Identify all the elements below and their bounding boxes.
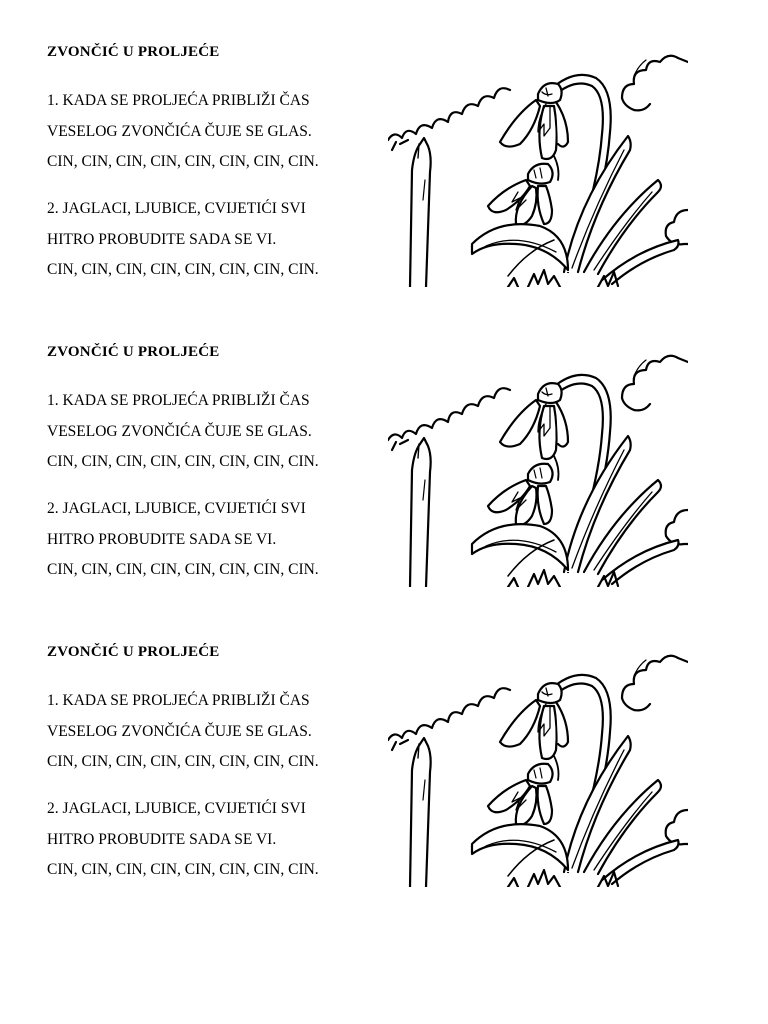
song-block-3: [0, 600, 768, 900]
verse-1-line-1: 1. KADA SE PROLJEĆA PRIBLIŽI ČAS: [47, 92, 310, 109]
song-block-2: [0, 300, 768, 600]
song-title: ZVONČIĆ U PROLJEĆE: [47, 44, 220, 60]
snowdrop-illustration: [388, 340, 688, 587]
verse-2-line-2: HITRO PROBUDITE SADA SE VI.: [47, 531, 277, 548]
verse-2-refrain: CIN, CIN, CIN, CIN, CIN, CIN, CIN, CIN.: [47, 561, 319, 578]
song-title: ZVONČIĆ U PROLJEĆE: [47, 644, 220, 660]
verse-1-line-1: 1. KADA SE PROLJEĆA PRIBLIŽI ČAS: [47, 392, 310, 409]
verse-2-line-1: 2. JAGLACI, LJUBICE, CVIJETIĆI SVI: [47, 800, 306, 817]
song-title: ZVONČIĆ U PROLJEĆE: [47, 344, 220, 360]
verse-2-line-1: 2. JAGLACI, LJUBICE, CVIJETIĆI SVI: [47, 500, 306, 517]
snowdrop-illustration: [388, 40, 688, 287]
verse-2-line-2: HITRO PROBUDITE SADA SE VI.: [47, 831, 277, 848]
song-block-1: [0, 0, 768, 300]
verse-1-refrain: CIN, CIN, CIN, CIN, CIN, CIN, CIN, CIN.: [47, 153, 319, 170]
verse-1-line-2: VESELOG ZVONČIĆA ČUJE SE GLAS.: [47, 123, 312, 140]
verse-1-refrain: CIN, CIN, CIN, CIN, CIN, CIN, CIN, CIN.: [47, 453, 319, 470]
verse-2-line-2: HITRO PROBUDITE SADA SE VI.: [47, 231, 277, 248]
verse-2-line-1: 2. JAGLACI, LJUBICE, CVIJETIĆI SVI: [47, 200, 306, 217]
verse-2-refrain: CIN, CIN, CIN, CIN, CIN, CIN, CIN, CIN.: [47, 861, 319, 878]
verse-1-refrain: CIN, CIN, CIN, CIN, CIN, CIN, CIN, CIN.: [47, 753, 319, 770]
verse-2-refrain: CIN, CIN, CIN, CIN, CIN, CIN, CIN, CIN.: [47, 261, 319, 278]
snowdrop-illustration: [388, 640, 688, 887]
verse-1-line-2: VESELOG ZVONČIĆA ČUJE SE GLAS.: [47, 723, 312, 740]
verse-1-line-1: 1. KADA SE PROLJEĆA PRIBLIŽI ČAS: [47, 692, 310, 709]
verse-1-line-2: VESELOG ZVONČIĆA ČUJE SE GLAS.: [47, 423, 312, 440]
